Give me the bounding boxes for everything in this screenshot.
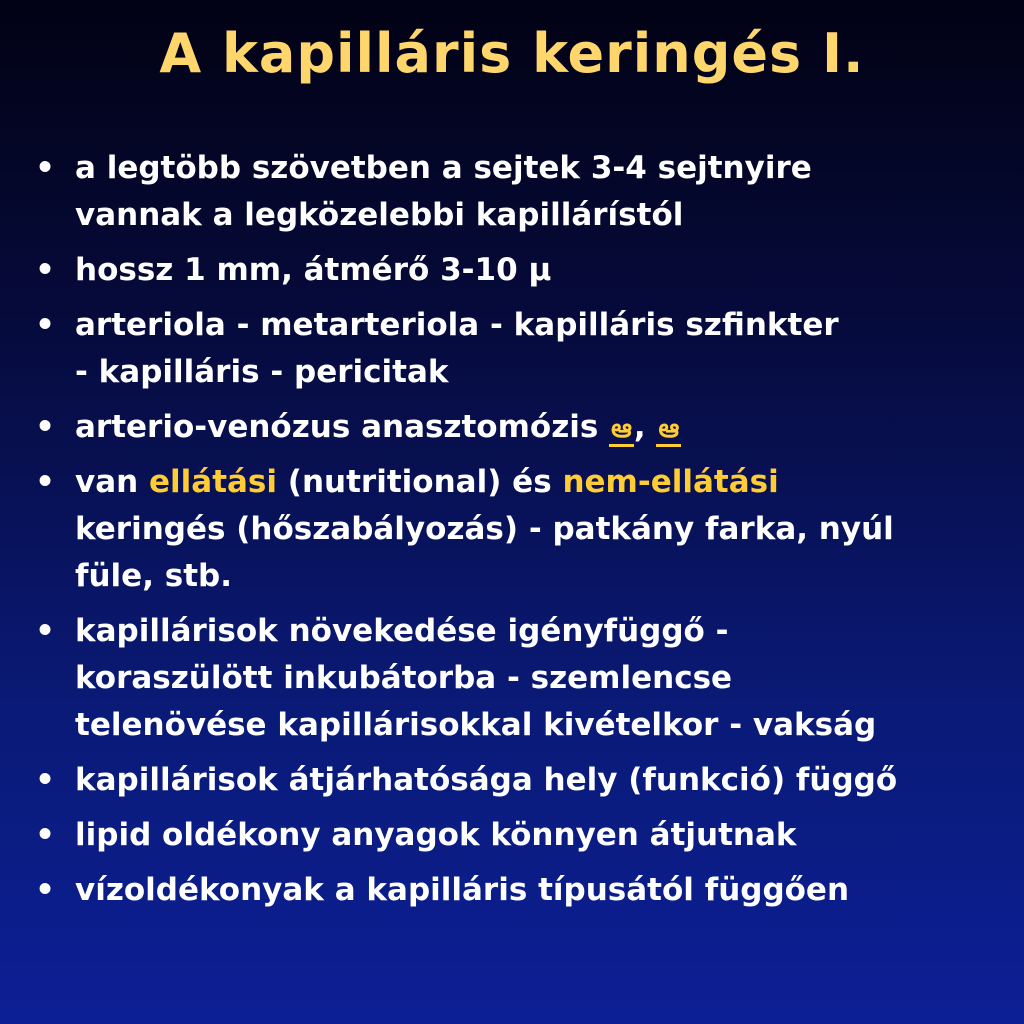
bullet-text: kapillárisok átjárhatósága hely (funkció) függő [75, 762, 898, 798]
bullet-text: hossz 1 mm, átmérő 3-10 μ [75, 252, 552, 288]
highlight-term: ellátási [149, 464, 278, 500]
bullet-dot: • [35, 762, 55, 798]
bullet-item [30, 608, 1005, 749]
glasses-link-icon[interactable]: ఆ [656, 414, 681, 447]
bullet-dot: • [35, 872, 55, 908]
bullet-dot: • [35, 464, 55, 500]
bullet-item [30, 812, 1005, 859]
bullet-text-line: arteriola - metarteriola - kapilláris szfinkter [75, 307, 839, 343]
bullet-item [30, 145, 1005, 239]
bullet-text-line: - kapilláris - pericitak [75, 354, 449, 390]
separator: , [633, 409, 646, 445]
bullet-item [30, 757, 1005, 804]
bullet-text-line: füle, stb. [75, 558, 233, 594]
slide-title: A kapilláris keringés I. [159, 22, 865, 85]
bullet-dot: • [35, 150, 55, 186]
bullet-text: arterio-venózus anasztomózis [75, 409, 599, 445]
bullet-text: vízoldékonyak a kapilláris típusától függően [75, 872, 850, 908]
bullet-item [30, 404, 1005, 451]
bullet-text-line: a legtöbb szövetben a sejtek 3-4 sejtnyire [75, 150, 812, 186]
bullet-dot: • [35, 817, 55, 853]
bullet-text: van [75, 464, 149, 500]
highlight-term: nem-ellátási [562, 464, 779, 500]
bullet-dot: • [35, 307, 55, 343]
bullet-text-line: vannak a legközelebbi kapillárístól [75, 197, 684, 233]
bullet-dot: • [35, 252, 55, 288]
bullet-text: lipid oldékony anyagok könnyen átjutnak [75, 817, 797, 853]
bullet-item [30, 247, 1005, 294]
glasses-link-icon[interactable]: ఆ [609, 414, 634, 447]
bullet-dot: • [35, 409, 55, 445]
bullet-item [30, 302, 1005, 396]
bullet-item [30, 867, 1005, 914]
bullet-text: (nutritional) és [277, 464, 563, 500]
bullet-list [30, 145, 1005, 922]
bullet-text-line: telenövése kapillárisokkal kivételkor - vakság [75, 707, 877, 743]
bullet-dot: • [35, 613, 55, 649]
bullet-text-line: koraszülött inkubátorba - szemlencse [75, 660, 733, 696]
bullet-item [30, 459, 1005, 600]
bullet-text-line: keringés (hőszabályozás) - patkány farka, nyúl [75, 511, 894, 547]
bullet-text-line: kapillárisok növekedése igényfüggő - [75, 613, 729, 649]
